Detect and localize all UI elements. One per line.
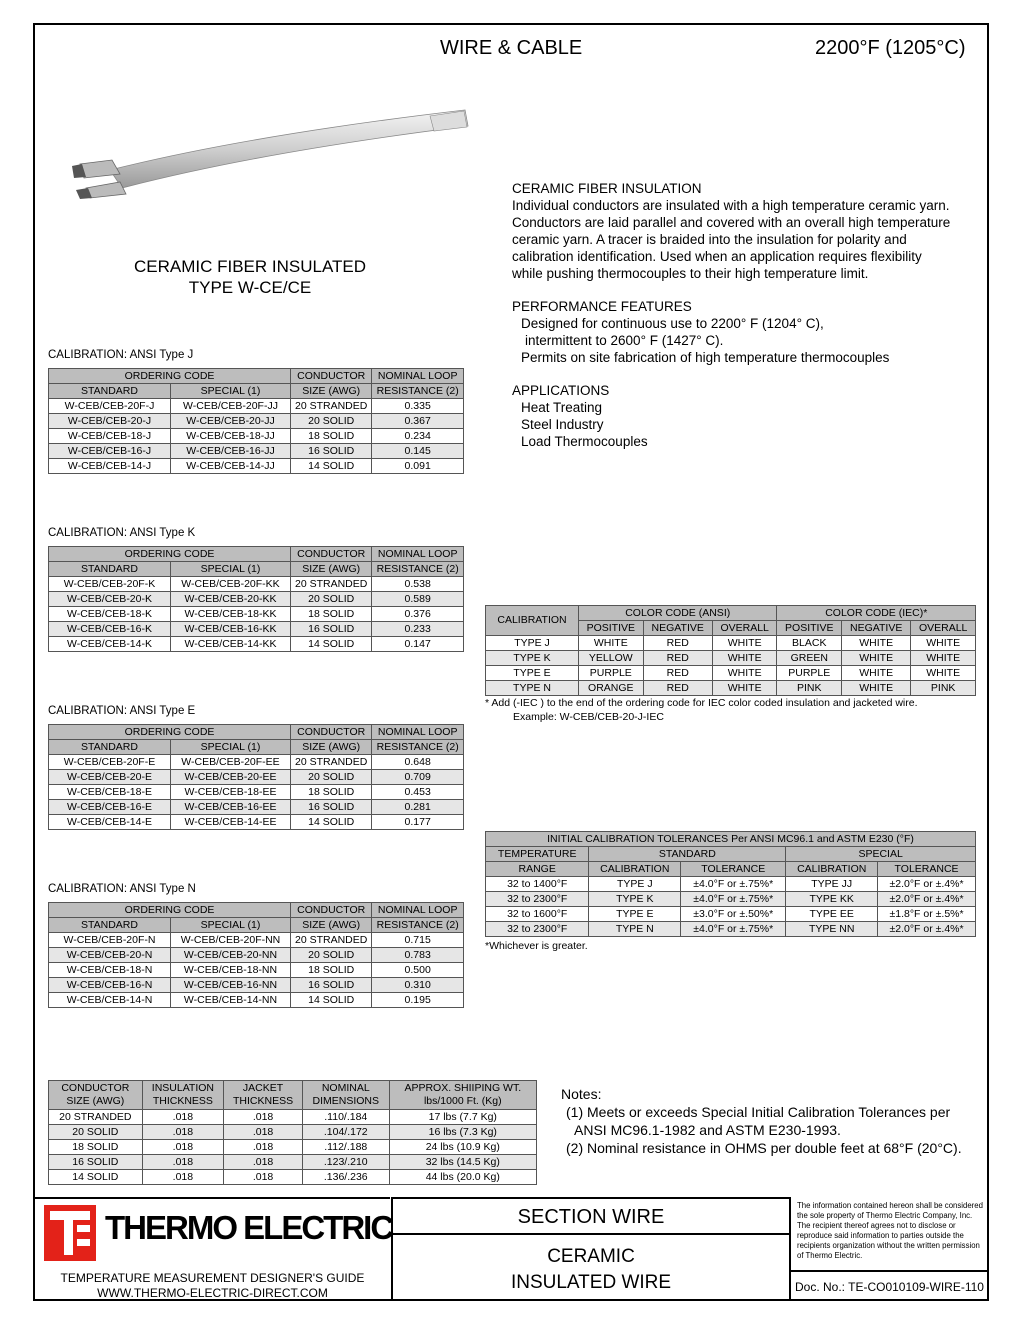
table-cell: .018 <box>224 1155 303 1170</box>
table-row <box>49 1140 537 1155</box>
table-cell: 0.310 <box>372 978 464 993</box>
table-cell: 20 SOLID <box>291 948 372 963</box>
website-link[interactable]: WWW.THERMO-ELECTRIC-DIRECT.COM <box>97 1286 328 1300</box>
table-cell: .110/.184 <box>302 1110 389 1125</box>
table-cell: W-CEB/CEB-20-E <box>49 770 171 785</box>
table-cell: W-CEB/CEB-20-N <box>49 948 171 963</box>
table-row <box>49 622 464 637</box>
table-row <box>49 815 464 830</box>
table-cell: .123/.210 <box>302 1155 389 1170</box>
table-cell: .018 <box>224 1140 303 1155</box>
table-cell: TYPE E <box>589 907 681 922</box>
dim-conductor-header <box>49 1081 143 1110</box>
special-header: SPECIAL (1) <box>171 384 291 399</box>
table-cell: 14 SOLID <box>49 1170 143 1185</box>
calibration-label: CALIBRATION: ANSI Type N <box>48 883 196 895</box>
conductor-header-2: SIZE (AWG) <box>291 740 372 755</box>
loop-header: NOMINAL LOOP <box>372 903 464 918</box>
table-cell: W-CEB/CEB-14-JJ <box>171 459 291 474</box>
table-cell: 20 STRANDED <box>291 399 372 414</box>
conductor-header: CONDUCTOR <box>291 369 372 384</box>
special-header: SPECIAL (1) <box>171 562 291 577</box>
table-row <box>49 1170 537 1185</box>
table-row <box>49 414 464 429</box>
table-row <box>486 651 976 666</box>
application-item: Heat Treating <box>521 400 603 415</box>
performance-line-1: Designed for continuous use to 2200° F (1204° C), <box>521 316 824 331</box>
table-cell: 14 SOLID <box>291 637 372 652</box>
conductor-header-2: SIZE (AWG) <box>291 384 372 399</box>
table-cell: WHITE <box>842 651 911 666</box>
table-cell: ORANGE <box>579 681 644 696</box>
table-cell: W-CEB/CEB-18-KK <box>171 607 291 622</box>
table-cell: 0.147 <box>372 637 464 652</box>
table-cell: W-CEB/CEB-20-KK <box>171 592 291 607</box>
dim-header-text: THICKNESS <box>152 1095 213 1107</box>
performance-line-3: Permits on site fabrication of high temperature thermocouples <box>521 350 890 365</box>
table-cell: PURPLE <box>579 666 644 681</box>
table-row <box>486 922 976 937</box>
table-cell: WHITE <box>712 681 777 696</box>
table-cell: ±4.0°F or ±.75%* <box>681 922 786 937</box>
dim-header-text: THICKNESS <box>232 1095 294 1107</box>
conductor-header: CONDUCTOR <box>291 547 372 562</box>
header-title: WIRE & CABLE <box>440 37 583 59</box>
table-cell: W-CEB/CEB-14-EE <box>171 815 291 830</box>
tolerance-footnote: *Whichever is greater. <box>485 940 588 952</box>
table-cell: RED <box>643 681 712 696</box>
table-cell: 20 STRANDED <box>49 1110 143 1125</box>
dim-header-text: APPROX. SHIIPING WT. <box>404 1082 522 1094</box>
table-row <box>486 877 976 892</box>
table-row <box>49 637 464 652</box>
table-cell: W-CEB/CEB-16-N <box>49 978 171 993</box>
table-cell: W-CEB/CEB-20F-NN <box>171 933 291 948</box>
ordering-code-header: ORDERING CODE <box>49 903 291 918</box>
title-line-1: CERAMIC <box>547 1246 635 1267</box>
dim-header-text: NOMINAL <box>321 1082 370 1094</box>
table-cell: 0.500 <box>372 963 464 978</box>
table-row <box>49 1110 537 1125</box>
table-cell: PURPLE <box>777 666 842 681</box>
table-cell: TYPE J <box>589 877 681 892</box>
table-cell: 0.648 <box>372 755 464 770</box>
ordering-table <box>48 546 464 652</box>
temp-range-header: TEMPERATURE <box>486 847 589 862</box>
standard-header: STANDARD <box>589 847 786 862</box>
calibration-header: CALIBRATION <box>589 862 681 877</box>
table-cell: .018 <box>224 1170 303 1185</box>
table-row <box>49 785 464 800</box>
table-cell: 20 SOLID <box>291 414 372 429</box>
table-cell: 0.367 <box>372 414 464 429</box>
standard-header: STANDARD <box>49 562 171 577</box>
temp-range-header-2: RANGE <box>486 862 589 877</box>
table-row <box>486 907 976 922</box>
table-cell: WHITE <box>842 666 911 681</box>
ordering-code-header: ORDERING CODE <box>49 547 291 562</box>
note-1: (1) Meets or exceeds Special Initial Calibration Tolerances per <box>566 1104 951 1120</box>
table-cell: 18 SOLID <box>291 785 372 800</box>
table-cell: BLACK <box>777 636 842 651</box>
table-cell: 0.091 <box>372 459 464 474</box>
cc-ansi-header: COLOR CODE (ANSI) <box>579 606 777 621</box>
table-row <box>49 800 464 815</box>
description-heading: CERAMIC FIBER INSULATION <box>512 181 702 196</box>
table-cell: W-CEB/CEB-14-N <box>49 993 171 1008</box>
table-row <box>486 666 976 681</box>
table-cell: TYPE N <box>486 681 579 696</box>
table-cell: 0.709 <box>372 770 464 785</box>
product-description <box>512 180 952 450</box>
tolerance-table <box>485 831 976 937</box>
tolerance-header: TOLERANCE <box>681 862 786 877</box>
table-row <box>49 770 464 785</box>
dimensions-table <box>48 1080 537 1185</box>
calibration-label: CALIBRATION: ANSI Type E <box>48 705 196 717</box>
cc-overall-header: OVERALL <box>911 621 976 636</box>
table-cell: WHITE <box>579 636 644 651</box>
special-header: SPECIAL <box>786 847 976 862</box>
table-row <box>49 592 464 607</box>
conductor-header-2: SIZE (AWG) <box>291 918 372 933</box>
table-cell: W-CEB/CEB-18-J <box>49 429 171 444</box>
table-cell: W-CEB/CEB-18-JJ <box>171 429 291 444</box>
table-cell: 16 SOLID <box>291 800 372 815</box>
performance-heading: PERFORMANCE FEATURES <box>512 299 692 314</box>
cc-positive-header: POSITIVE <box>579 621 644 636</box>
table-cell: ±2.0°F or ±.4%* <box>878 877 976 892</box>
table-cell: ±2.0°F or ±.4%* <box>878 922 976 937</box>
table-cell: 18 SOLID <box>291 607 372 622</box>
table-cell: W-CEB/CEB-16-NN <box>171 978 291 993</box>
table-cell: PINK <box>777 681 842 696</box>
dim-insulation-header <box>142 1081 223 1110</box>
table-cell: 18 SOLID <box>291 963 372 978</box>
table-cell: .018 <box>142 1140 223 1155</box>
applications-heading: APPLICATIONS <box>512 383 610 398</box>
table-cell: .018 <box>142 1155 223 1170</box>
product-name <box>120 256 380 298</box>
table-cell: ±4.0°F or ±.75%* <box>681 877 786 892</box>
table-cell: 32 lbs (14.5 Kg) <box>389 1155 536 1170</box>
calibration-header: CALIBRATION <box>786 862 878 877</box>
table-row <box>49 459 464 474</box>
dim-header-text: JACKET <box>242 1082 284 1094</box>
table-cell: TYPE NN <box>786 922 878 937</box>
table-cell: 0.783 <box>372 948 464 963</box>
special-header: SPECIAL (1) <box>171 918 291 933</box>
table-cell: .018 <box>142 1125 223 1140</box>
table-row <box>49 755 464 770</box>
table-cell: W-CEB/CEB-20F-EE <box>171 755 291 770</box>
cc-negative-header: NEGATIVE <box>643 621 712 636</box>
thermo-electric-logo-icon <box>44 1205 96 1261</box>
cc-overall-header: OVERALL <box>712 621 777 636</box>
table-cell: 0.234 <box>372 429 464 444</box>
standard-header: STANDARD <box>49 918 171 933</box>
table-cell: ±1.8°F or ±.5%* <box>878 907 976 922</box>
cc-positive-header: POSITIVE <box>777 621 842 636</box>
table-row <box>486 636 976 651</box>
cc-negative-header: NEGATIVE <box>842 621 911 636</box>
color-code-table <box>485 605 976 696</box>
table-cell: .112/.188 <box>302 1140 389 1155</box>
table-cell: 20 STRANDED <box>291 577 372 592</box>
note-2: (2) Nominal resistance in OHMS per double feet at 68°F (20°C). <box>566 1140 962 1156</box>
table-cell: TYPE JJ <box>786 877 878 892</box>
table-cell: 0.145 <box>372 444 464 459</box>
table-cell: RED <box>643 666 712 681</box>
table-cell: W-CEB/CEB-20F-N <box>49 933 171 948</box>
table-cell: 18 SOLID <box>291 429 372 444</box>
table-row <box>49 399 464 414</box>
special-header: SPECIAL (1) <box>171 740 291 755</box>
table-row <box>49 948 464 963</box>
table-row <box>49 993 464 1008</box>
table-cell: W-CEB/CEB-18-NN <box>171 963 291 978</box>
table-cell: 20 STRANDED <box>291 755 372 770</box>
table-cell: W-CEB/CEB-16-E <box>49 800 171 815</box>
table-cell: W-CEB/CEB-20F-J <box>49 399 171 414</box>
table-cell: W-CEB/CEB-20F-JJ <box>171 399 291 414</box>
table-cell: .136/.236 <box>302 1170 389 1185</box>
table-cell: .018 <box>224 1110 303 1125</box>
table-cell: 16 SOLID <box>291 444 372 459</box>
table-cell: W-CEB/CEB-20-NN <box>171 948 291 963</box>
cc-calibration-header: CALIBRATION <box>486 606 579 636</box>
table-cell: WHITE <box>842 636 911 651</box>
table-cell: YELLOW <box>579 651 644 666</box>
loop-header-2: RESISTANCE (2) <box>372 918 464 933</box>
product-line-2: TYPE W-CE/CE <box>188 278 312 297</box>
table-cell: W-CEB/CEB-20-JJ <box>171 414 291 429</box>
table-cell: .104/.172 <box>302 1125 389 1140</box>
table-cell: W-CEB/CEB-16-K <box>49 622 171 637</box>
standard-header: STANDARD <box>49 384 171 399</box>
table-row <box>49 1155 537 1170</box>
dim-shipping-header <box>389 1081 536 1110</box>
cc-iec-header: COLOR CODE (IEC)* <box>777 606 976 621</box>
table-cell: W-CEB/CEB-16-J <box>49 444 171 459</box>
table-cell: 32 to 1600°F <box>486 907 589 922</box>
table-cell: W-CEB/CEB-16-EE <box>171 800 291 815</box>
table-cell: RED <box>643 636 712 651</box>
table-cell: RED <box>643 651 712 666</box>
table-cell: 24 lbs (10.9 Kg) <box>389 1140 536 1155</box>
table-cell: 0.715 <box>372 933 464 948</box>
note-1-cont: ANSI MC96.1-1982 and ASTM E230-1993. <box>574 1122 841 1138</box>
dim-jacket-header <box>224 1081 303 1110</box>
divider <box>391 1233 791 1235</box>
dim-header-text: DIMENSIONS <box>312 1095 380 1107</box>
table-cell: W-CEB/CEB-20F-K <box>49 577 171 592</box>
dim-header-text: CONDUCTOR <box>61 1082 130 1094</box>
table-row <box>49 444 464 459</box>
table-cell: W-CEB/CEB-16-KK <box>171 622 291 637</box>
table-cell: .018 <box>224 1125 303 1140</box>
loop-header: NOMINAL LOOP <box>372 369 464 384</box>
guide-title: TEMPERATURE MEASUREMENT DESIGNER'S GUIDE <box>60 1271 365 1285</box>
table-cell: WHITE <box>842 681 911 696</box>
calibration-label: CALIBRATION: ANSI Type J <box>48 349 194 361</box>
application-item: Load Thermocouples <box>521 434 648 449</box>
table-cell: 17 lbs (7.7 Kg) <box>389 1110 536 1125</box>
disclaimer: The information contained hereon shall be considered the sole property of Thermo Electric Company, Inc. The recipient thereof agrees not to disclose or reproduce said information to parties outside the recipients organization without the written permission of Thermo Electric. <box>797 1201 983 1260</box>
table-cell: 14 SOLID <box>291 815 372 830</box>
iec-note: * Add (-IEC ) to the end of the ordering code for IEC color coded insulation and jacketed wire. <box>485 697 918 709</box>
table-row <box>49 933 464 948</box>
table-cell: .018 <box>142 1170 223 1185</box>
table-cell: WHITE <box>911 636 976 651</box>
iec-example: Example: W-CEB/CEB-20-J-IEC <box>513 711 664 723</box>
table-cell: 0.281 <box>372 800 464 815</box>
ordering-code-header: ORDERING CODE <box>49 725 291 740</box>
table-cell: 16 SOLID <box>291 622 372 637</box>
product-line-1: CERAMIC FIBER INSULATED <box>133 257 367 276</box>
performance-line-2: intermittent to 2600° F (1427° C). <box>525 333 724 348</box>
description-text: Individual conductors are insulated with a high temperature ceramic yarn. Conductors are laid parallel and covered with an overall high temperature ceramic yarn. A tracer is braided into the insulation for polarity and calibration identification. Used when an application requires flexibility while pushing thermocouples to their high temperature limit. <box>512 198 951 281</box>
table-cell: ±3.0°F or ±.50%* <box>681 907 786 922</box>
table-cell: 0.195 <box>372 993 464 1008</box>
table-cell: 32 to 2300°F <box>486 922 589 937</box>
table-cell: 0.177 <box>372 815 464 830</box>
table-cell: ±4.0°F or ±.75%* <box>681 892 786 907</box>
table-cell: TYPE J <box>486 636 579 651</box>
table-cell: W-CEB/CEB-20-J <box>49 414 171 429</box>
ordering-table <box>48 368 464 474</box>
dim-header-text: lbs/1000 Ft. (Kg) <box>423 1095 502 1107</box>
table-cell: ±2.0°F or ±.4%* <box>878 892 976 907</box>
table-cell: 18 SOLID <box>49 1140 143 1155</box>
loop-header-2: RESISTANCE (2) <box>372 562 464 577</box>
document-title <box>391 1244 791 1296</box>
table-cell: 16 SOLID <box>49 1155 143 1170</box>
table-cell: W-CEB/CEB-20F-KK <box>171 577 291 592</box>
tolerance-title: INITIAL CALIBRATION TOLERANCES Per ANSI MC96.1 and ASTM E230 (°F) <box>486 832 976 847</box>
table-cell: TYPE K <box>486 651 579 666</box>
table-cell: 16 lbs (7.3 Kg) <box>389 1125 536 1140</box>
table-cell: 16 SOLID <box>291 978 372 993</box>
conductor-header-2: SIZE (AWG) <box>291 562 372 577</box>
table-row <box>49 607 464 622</box>
table-cell: 0.538 <box>372 577 464 592</box>
loop-header: NOMINAL LOOP <box>372 547 464 562</box>
table-cell: W-CEB/CEB-14-J <box>49 459 171 474</box>
conductor-header: CONDUCTOR <box>291 725 372 740</box>
table-cell: 0.589 <box>372 592 464 607</box>
table-cell: WHITE <box>911 666 976 681</box>
table-cell: 0.335 <box>372 399 464 414</box>
table-cell: W-CEB/CEB-18-EE <box>171 785 291 800</box>
loop-header: NOMINAL LOOP <box>372 725 464 740</box>
table-row <box>49 577 464 592</box>
table-cell: TYPE E <box>486 666 579 681</box>
table-cell: W-CEB/CEB-18-E <box>49 785 171 800</box>
table-cell: W-CEB/CEB-14-NN <box>171 993 291 1008</box>
table-row <box>486 892 976 907</box>
table-cell: W-CEB/CEB-20-EE <box>171 770 291 785</box>
table-cell: TYPE N <box>589 922 681 937</box>
table-cell: W-CEB/CEB-16-JJ <box>171 444 291 459</box>
table-cell: 32 to 2300°F <box>486 892 589 907</box>
table-cell: W-CEB/CEB-18-N <box>49 963 171 978</box>
title-line-2: INSULATED WIRE <box>510 1272 672 1293</box>
loop-header-2: RESISTANCE (2) <box>372 740 464 755</box>
dim-header-text: INSULATION <box>151 1082 215 1094</box>
dim-nominal-header <box>302 1081 389 1110</box>
notes <box>561 1085 981 1157</box>
table-cell: W-CEB/CEB-14-E <box>49 815 171 830</box>
table-cell: WHITE <box>911 651 976 666</box>
section-label: SECTION WIRE <box>517 1206 665 1228</box>
table-cell: WHITE <box>712 666 777 681</box>
table-row <box>49 978 464 993</box>
table-cell: W-CEB/CEB-14-KK <box>171 637 291 652</box>
conductor-header: CONDUCTOR <box>291 903 372 918</box>
table-cell: W-CEB/CEB-20-K <box>49 592 171 607</box>
table-cell: 14 SOLID <box>291 993 372 1008</box>
standard-header: STANDARD <box>49 740 171 755</box>
tolerance-header: TOLERANCE <box>878 862 976 877</box>
ordering-table <box>48 724 464 830</box>
ordering-code-header: ORDERING CODE <box>49 369 291 384</box>
table-cell: 20 SOLID <box>49 1125 143 1140</box>
designers-guide <box>40 1271 385 1301</box>
table-cell: 14 SOLID <box>291 459 372 474</box>
table-row <box>49 963 464 978</box>
table-cell: TYPE K <box>589 892 681 907</box>
table-row <box>49 429 464 444</box>
table-cell: WHITE <box>712 636 777 651</box>
table-cell: 0.376 <box>372 607 464 622</box>
calibration-label: CALIBRATION: ANSI Type K <box>48 527 196 539</box>
table-row <box>486 681 976 696</box>
notes-heading: Notes: <box>561 1086 602 1102</box>
table-cell: PINK <box>911 681 976 696</box>
cable-illustration <box>50 90 480 200</box>
loop-header-2: RESISTANCE (2) <box>372 384 464 399</box>
table-cell: GREEN <box>777 651 842 666</box>
header-temperature: 2200°F (1205°C) <box>815 37 966 59</box>
table-cell: 0.233 <box>372 622 464 637</box>
table-cell: W-CEB/CEB-18-K <box>49 607 171 622</box>
table-cell: W-CEB/CEB-20F-E <box>49 755 171 770</box>
logo-text: THERMO ELECTRIC <box>105 1209 393 1246</box>
table-cell: 20 SOLID <box>291 592 372 607</box>
ordering-table <box>48 902 464 1008</box>
table-cell: 20 STRANDED <box>291 933 372 948</box>
table-cell: W-CEB/CEB-14-K <box>49 637 171 652</box>
table-cell: 0.453 <box>372 785 464 800</box>
table-cell: WHITE <box>712 651 777 666</box>
table-cell: 20 SOLID <box>291 770 372 785</box>
application-item: Steel Industry <box>521 417 604 432</box>
table-row <box>49 1125 537 1140</box>
document-number: Doc. No.: TE-CO010109-WIRE-110 <box>791 1270 989 1301</box>
table-cell: 44 lbs (20.0 Kg) <box>389 1170 536 1185</box>
table-cell: .018 <box>142 1110 223 1125</box>
table-cell: TYPE EE <box>786 907 878 922</box>
table-cell: TYPE KK <box>786 892 878 907</box>
table-cell: 32 to 1400°F <box>486 877 589 892</box>
dim-header-text: SIZE (AWG) <box>66 1095 125 1107</box>
